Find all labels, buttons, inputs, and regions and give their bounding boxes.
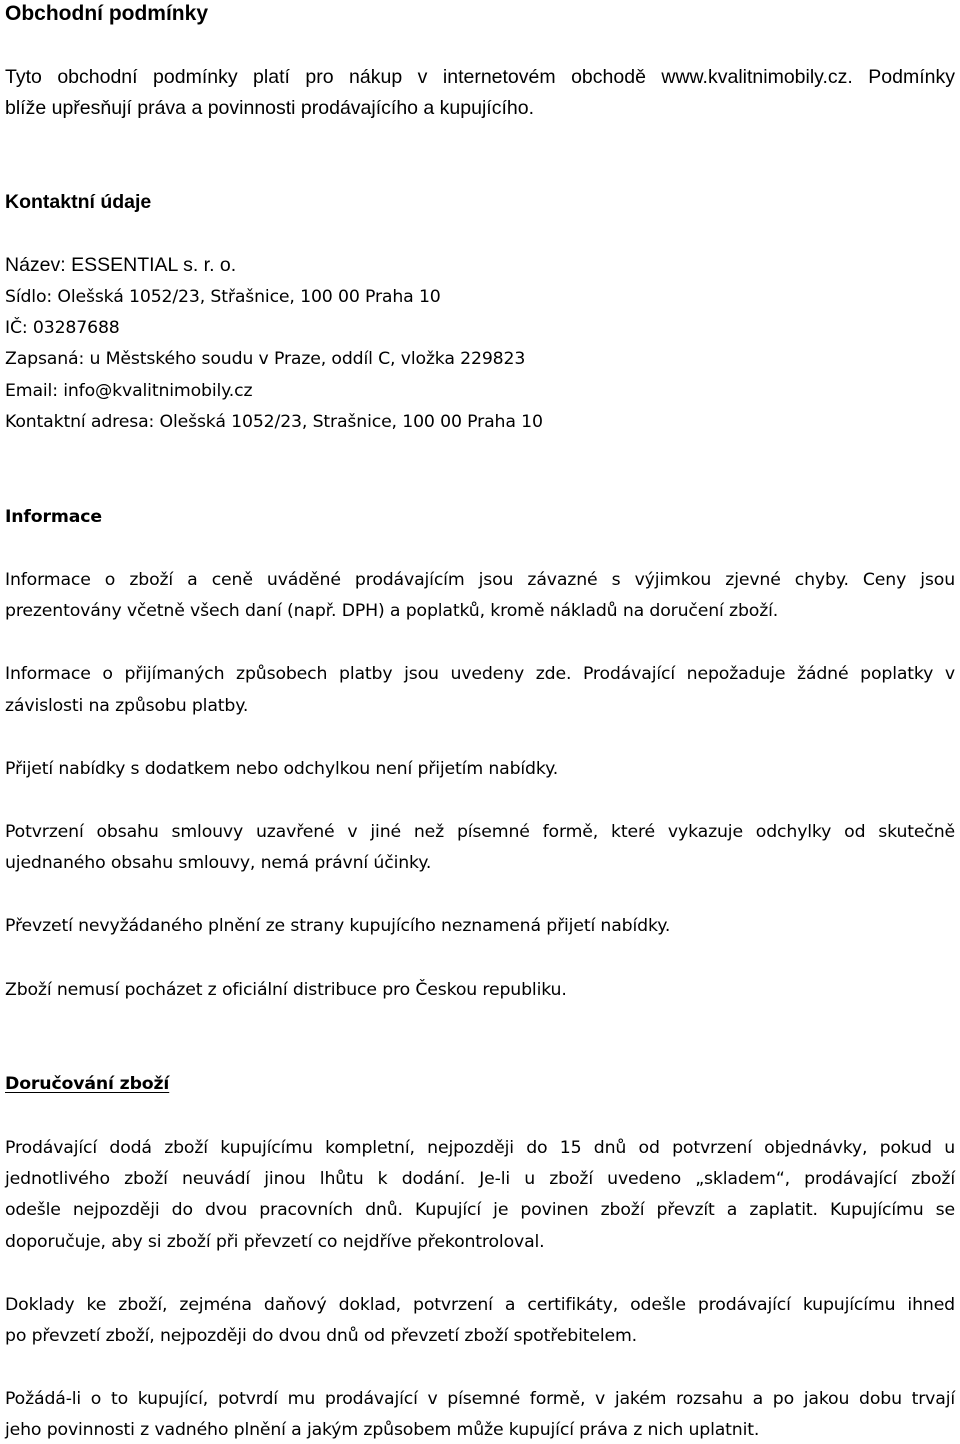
info-p1-line-1: Informace o zboží a ceně uváděné prodávajícím jsou závazné s výjimkou zjevné chyby. Ceny jsou — [5, 570, 955, 590]
info-p4-line-1: Potvrzení obsahu smlouvy uzavřené v jiné než písemné formě, které vykazuje odchylky od skutečně — [5, 822, 955, 842]
delivery-p1-line-4: doporučuje, aby si zboží při převzetí co nejdříve překontroloval. — [5, 1232, 545, 1252]
contact-address: Kontaktní adresa: Olešská 1052/23, Strašnice, 100 00 Praha 10 — [5, 412, 543, 432]
contact-ic: IČ: 03287688 — [5, 318, 120, 338]
info-p6: Zboží nemusí pocházet z oficiální distribuce pro Českou republiku. — [5, 980, 567, 1000]
page-title: Obchodní podmínky — [5, 2, 208, 25]
contact-registered: Zapsaná: u Městského soudu v Praze, oddíl C, vložka 229823 — [5, 349, 526, 369]
intro-line-2: blíže upřesňují práva a povinnosti prodávajícího a kupujícího. — [5, 97, 534, 119]
info-p5: Převzetí nevyžádaného plnění ze strany kupujícího neznamená přijetí nabídky. — [5, 916, 671, 936]
info-heading: Informace — [5, 507, 102, 527]
info-p2-line-1: Informace o přijímaných způsobech platby jsou uvedeny zde. Prodávající nepožaduje žádné poplatky v — [5, 664, 955, 684]
contact-seat: Sídlo: Olešská 1052/23, Střašnice, 100 00 Praha 10 — [5, 287, 441, 307]
delivery-p3-line-1: Požádá-li o to kupující, potvrdí mu prodávající v písemné formě, v jakém rozsahu a po jakou dobu trvají — [5, 1389, 955, 1409]
info-p3: Přijetí nabídky s dodatkem nebo odchylkou není přijetím nabídky. — [5, 759, 559, 779]
info-p2-line-2: závislosti na způsobu platby. — [5, 696, 249, 716]
delivery-heading: Doručování zboží — [5, 1074, 170, 1094]
delivery-p1-line-2: jednotlivého zboží neuvádí jinou lhůtu k dodání. Je-li u zboží uvedeno „skladem“, prodávající zboží — [5, 1169, 955, 1189]
info-p4-line-2: ujednaného obsahu smlouvy, nemá právní účinky. — [5, 853, 432, 873]
delivery-p1-line-1: Prodávající dodá zboží kupujícímu kompletní, nejpozději do 15 dnů od potvrzení objednávky, pokud u — [5, 1138, 955, 1158]
intro-line-1: Tyto obchodní podmínky platí pro nákup v internetovém obchodě www.kvalitnimobily.cz. Podmínky — [5, 66, 955, 88]
contact-heading: Kontaktní údaje — [5, 191, 152, 213]
contact-email: Email: info@kvalitnimobily.cz — [5, 381, 253, 401]
delivery-p1-line-3: odešle nejpozději do dvou pracovních dnů. Kupující je povinen zboží převzít a zaplatit. Kupujícímu se — [5, 1200, 955, 1220]
delivery-p3-line-2: jeho povinnosti z vadného plnění a jakým způsobem může kupující práva z nich uplatnit. — [5, 1420, 760, 1440]
info-p1-line-2: prezentovány včetně všech daní (např. DPH) a poplatků, kromě nákladů na doručení zboží. — [5, 601, 779, 621]
delivery-p2-line-2: po převzetí zboží, nejpozději do dvou dnů od převzetí zboží spotřebitelem. — [5, 1326, 638, 1346]
delivery-p2-line-1: Doklady ke zboží, zejména daňový doklad, potvrzení a certifikáty, odešle prodávající kupujícímu ihned — [5, 1295, 955, 1315]
contact-name: Název: ESSENTIAL s. r. o. — [5, 254, 237, 276]
